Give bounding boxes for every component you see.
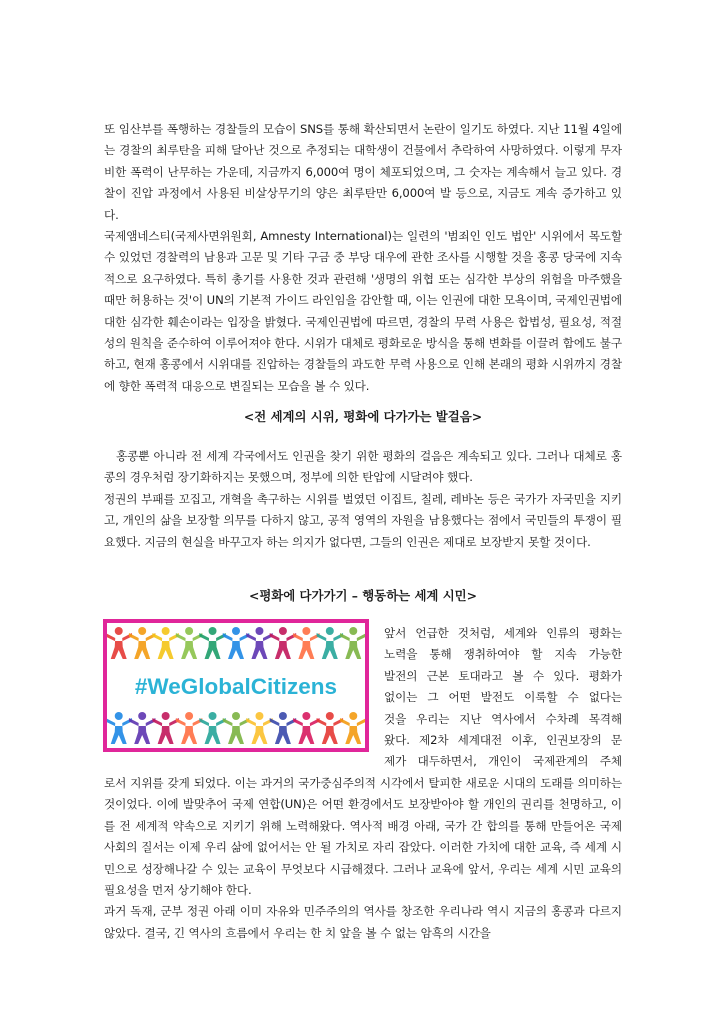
paragraph-un-rights: 로서 지위를 갖게 되었다. 이는 과거의 국가중심주의적 시각에서 탈피한 새로운 시대의 도래를 의미하는 것이었다. 이에 발맞추어 국제 연합(UN)은 어떤 환경에서도 보장받아야 할 개인의 권리를 천명하고, 이를 전 세계적 약속으로 지키기 위해 노력해왔다. 역사적 배경 아래, 국가 간 합의를 통해 만들어온 국제 사회의 질서는 이제 우리 삶에 없어서는 안 될 가치로 자리 잡았다. 이러한 가치에 대한 교육, 즉 세계 시민으로 성장해나갈 수 있는 교육이 무엇보다 시급해졌다. 그러나 교육에 앞서, 우리는 세계 시민 교육의 필요성을 먼저 상기해야 한다. xyxy=(104,776,622,898)
person-figure xyxy=(152,627,178,659)
side-line: 것을 우리는 지난 역사에서 수차례 목격해 xyxy=(384,711,622,726)
person-figure xyxy=(246,627,272,659)
body-middle-section xyxy=(104,446,622,553)
side-line: 없이는 그 어떤 발전도 이룩할 수 없다는 xyxy=(384,690,622,705)
person-figure xyxy=(293,712,319,744)
person-figure xyxy=(107,712,132,744)
section-heading-global-citizens: <평화에 다가가기 – 행동하는 세계 시민> xyxy=(248,588,478,603)
paragraph-egypt-chile-lebanon: 정권의 부패를 꼬집고, 개혁을 촉구하는 시위를 벌였던 이집트, 칠레, 레바논 등은 국가가 자국민을 지키고, 개인의 삶을 보장할 의무를 다하지 않고, 공적 영역의 자원을 남용했다는 점에서 국민들의 투쟁이 필요했다. 지금의 현실을 바꾸고자 하는 의지가 없다면, 그들의 인권은 제대로 보장받지 못할 것이다. xyxy=(104,491,622,549)
person-figure xyxy=(199,712,225,744)
paragraph-police-violence: 또 임산부를 폭행하는 경찰들의 모습이 SNS를 통해 확산되면서 논란이 일기도 하였다. 지난 11월 4일에는 경찰의 최루탄을 피해 달아난 것으로 추정되는 대학생이 건물에서 추락하여 사망하였다. 이렇게 무자비한 폭력이 난무하는 가운데, 지금까지 6,000여 명이 체포되었으며, 그 숫자는 계속해서 늘고 있다. 경찰이 진압 과정에서 사용된 비살상무기의 양은 최루탄만 6,000여 발 등으로, 지금도 계속 증가하고 있다. xyxy=(104,122,622,222)
side-paragraph xyxy=(384,623,622,773)
person-figure xyxy=(107,627,132,659)
person-figure xyxy=(340,627,365,659)
person-figure xyxy=(293,627,319,659)
people-row-top xyxy=(107,627,365,659)
person-figure xyxy=(152,712,178,744)
person-figure xyxy=(317,712,343,744)
person-figure xyxy=(129,712,155,744)
person-figure xyxy=(129,627,155,659)
side-line: 앞서 언급한 것처럼, 세계와 인류의 평화는 xyxy=(384,626,622,640)
body-top-section xyxy=(104,119,622,397)
side-line: 노력을 통해 쟁취하여야 할 지속 가능한 xyxy=(384,647,622,662)
paragraph-worldwide-peace: 홍콩뿐 아니라 전 세계 각국에서도 인권을 찾기 위한 평화의 걸음은 계속되고 있다. 그러나 대체로 홍콩의 경우처럼 장기화하지는 못했으며, 정부에 의한 탄압에 시달려야 했다. xyxy=(104,449,622,485)
person-figure xyxy=(317,627,343,659)
side-line: 왔다. 제2차 세계대전 이후, 인권보장의 문 xyxy=(384,733,622,748)
person-figure xyxy=(246,712,272,744)
person-figure xyxy=(176,712,202,744)
side-line: 제가 대두하면서, 개인이 국제관계의 주체 xyxy=(384,754,622,769)
person-figure xyxy=(270,627,296,659)
person-figure xyxy=(223,712,249,744)
side-line: 발전의 근본 토대라고 볼 수 있다. 평화가 xyxy=(384,668,622,683)
hashtag-text: #WeGlobalCitizens xyxy=(134,674,338,699)
person-figure xyxy=(270,712,296,744)
we-global-citizens-image xyxy=(103,619,369,752)
person-figure xyxy=(199,627,225,659)
person-figure xyxy=(176,627,202,659)
person-figure xyxy=(340,712,365,744)
person-figure xyxy=(223,627,249,659)
people-row-bottom xyxy=(107,712,365,744)
section-heading-world-protests: <전 세계의 시위, 평화에 다가가는 발걸음> xyxy=(243,409,483,424)
paragraph-amnesty: 국제앰네스티(국제사면위원회, Amnesty International)는 일련의 '범죄인 인도 법안' 시위에서 목도할 수 있었던 경찰력의 남용과 고문 및 기타 구금 중 부당 대우에 관한 조사를 시행할 것을 홍콩 당국에 지속적으로 요구하였다. 특히 총기를 사용한 것과 관련해 '생명의 위협 또는 심각한 부상의 위험을 마주했을 때만 허용하는 것'이 UN의 기본적 가이드 라인임을 감안할 때, 이는 인권에 대한 모욕이며, 국제인권법에 대한 심각한 훼손이라는 입장을 밝혔다. 국제인권법에 따르면, 경찰의 무력 사용은 합법성, 필요성, 적절성의 원칙을 준수하여 이루어져야 한다. 시위가 대체로 평화로운 방식을 통해 변화를 이끌려 함에도 불구하고, 현재 홍콩에서 시위대를 진압하는 경찰들의 과도한 무력 사용으로 인해 본래의 평화 시위까지 경찰에 향한 폭력적 대응으로 변질되는 모습을 볼 수 있다. xyxy=(104,229,622,393)
paragraph-korea-history: 과거 독재, 군부 정권 아래 이미 자유와 민주주의의 역사를 창조한 우리나라 역시 지금의 홍콩과 다르지 않았다. 결국, 긴 역사의 흐름에서 우리는 한 치 앞을 볼 수 없는 암흑의 시간을 xyxy=(104,904,622,940)
body-bottom-section xyxy=(104,773,622,944)
global-citizens-illustration xyxy=(107,623,365,748)
